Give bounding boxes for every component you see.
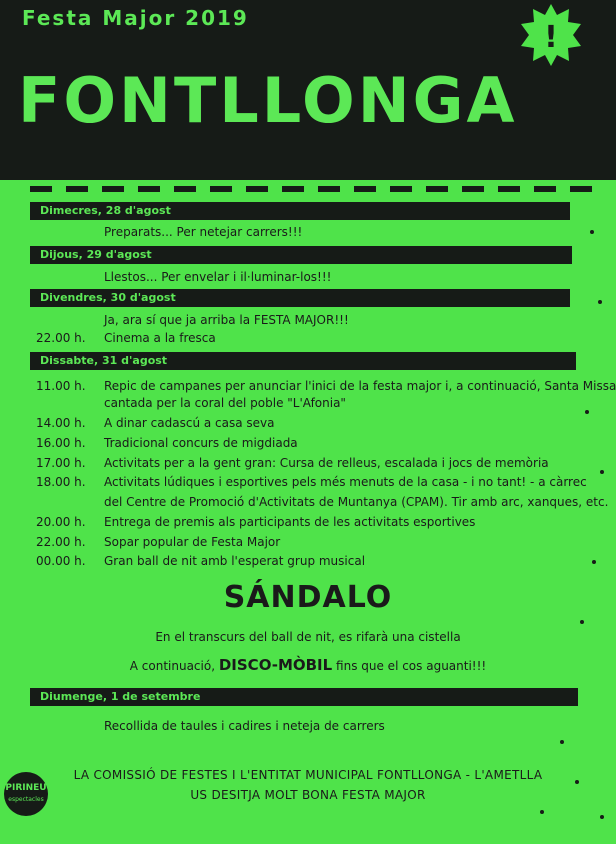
schedule-time: 14.00 h. <box>36 416 86 430</box>
schedule-activity: Tradicional concurs de migdiada <box>104 436 298 450</box>
wednesday-line: Preparats... Per netejar carrers!!! <box>104 225 303 239</box>
closing-line-1: LA COMISSIÓ DE FESTES I L'ENTITAT MUNICIPAL FONTLLONGA - L'AMETLLA <box>73 768 543 782</box>
exclaim-mark: ! <box>544 20 558 55</box>
schedule-activity: Activitats lúdiques i esportives pels més menuts de la casa - i no tant! - a càrrec <box>104 475 587 489</box>
schedule-activity: A dinar cadascú a casa seva <box>104 416 275 430</box>
decor-speck <box>560 740 564 744</box>
friday-activity: Cinema a la fresca <box>104 331 216 345</box>
logo-sub: espectacles <box>8 796 44 803</box>
decor-speck <box>585 410 589 414</box>
day-bar-friday: Divendres, 30 d'agost <box>30 289 570 307</box>
schedule-time: 22.00 h. <box>36 535 86 549</box>
schedule-activity: Sopar popular de Festa Major <box>104 535 281 549</box>
raffle-note: En el transcurs del ball de nit, es rifarà una cistella <box>155 630 461 644</box>
schedule-activity: Entrega de premis als participants de les activitats esportives <box>104 515 476 529</box>
schedule-time: 17.00 h. <box>36 456 86 470</box>
logo-name: PIRINEU <box>5 783 47 793</box>
schedule-activity-cont: del Centre de Promoció d'Activitats de Muntanya (CPAM). Tir amb arc, xanques, etc. <box>104 495 609 509</box>
schedule-time: 16.00 h. <box>36 436 86 450</box>
decor-speck <box>580 620 584 624</box>
schedule-activity: Gran ball de nit amb l'esperat grup musical <box>104 554 366 568</box>
sunday-line: Recollida de taules i cadires i neteja de carrers <box>104 719 385 733</box>
schedule-time: 00.00 h. <box>36 554 86 568</box>
friday-line: Ja, ara sí que ja arriba la FESTA MAJOR!!! <box>104 313 349 327</box>
pirineu-logo <box>4 772 48 816</box>
schedule-time: 18.00 h. <box>36 475 86 489</box>
day-bar-thursday: Dijous, 29 d'agost <box>30 246 572 264</box>
friday-time: 22.00 h. <box>36 331 86 345</box>
disco-line <box>0 656 616 674</box>
decor-speck <box>600 815 604 819</box>
exclamation-burst-icon <box>520 4 582 66</box>
decor-speck <box>590 230 594 234</box>
schedule-time: 20.00 h. <box>36 515 86 529</box>
schedule-activity-cont: cantada per la coral del poble "L'Afonia" <box>104 396 346 410</box>
closing-line-2: US DESITJA MOLT BONA FESTA MAJOR <box>190 788 426 802</box>
day-bar-sunday: Diumenge, 1 de setembre <box>30 688 578 706</box>
decor-speck <box>575 780 579 784</box>
disco-post: fins que el cos aguanti!!! <box>336 659 487 673</box>
decor-speck <box>540 810 544 814</box>
fest-year-title: Festa Major 2019 <box>22 6 249 30</box>
decor-speck <box>598 300 602 304</box>
decor-speck <box>592 560 596 564</box>
band-name: SÁNDALO <box>223 580 393 615</box>
dashed-divider <box>30 186 600 192</box>
schedule-activity: Repic de campanes per anunciar l'inici de la festa major i, a continuació, Santa Missa <box>104 379 616 393</box>
schedule-time: 11.00 h. <box>36 379 86 393</box>
disco-name: DISCO-MÒBIL <box>218 656 333 674</box>
thursday-line: Llestos... Per envelar i il·luminar-los!!! <box>104 270 332 284</box>
disco-pre: A continuació, <box>129 659 216 673</box>
decor-speck <box>600 470 604 474</box>
day-bar-wednesday: Dimecres, 28 d'agost <box>30 202 570 220</box>
header-banner <box>0 0 616 180</box>
schedule-activity: Activitats per a la gent gran: Cursa de relleus, escalada i jocs de memòria <box>104 456 549 470</box>
town-title: FONTLLONGA <box>18 64 518 137</box>
day-bar-saturday: Dissabte, 31 d'agost <box>30 352 576 370</box>
